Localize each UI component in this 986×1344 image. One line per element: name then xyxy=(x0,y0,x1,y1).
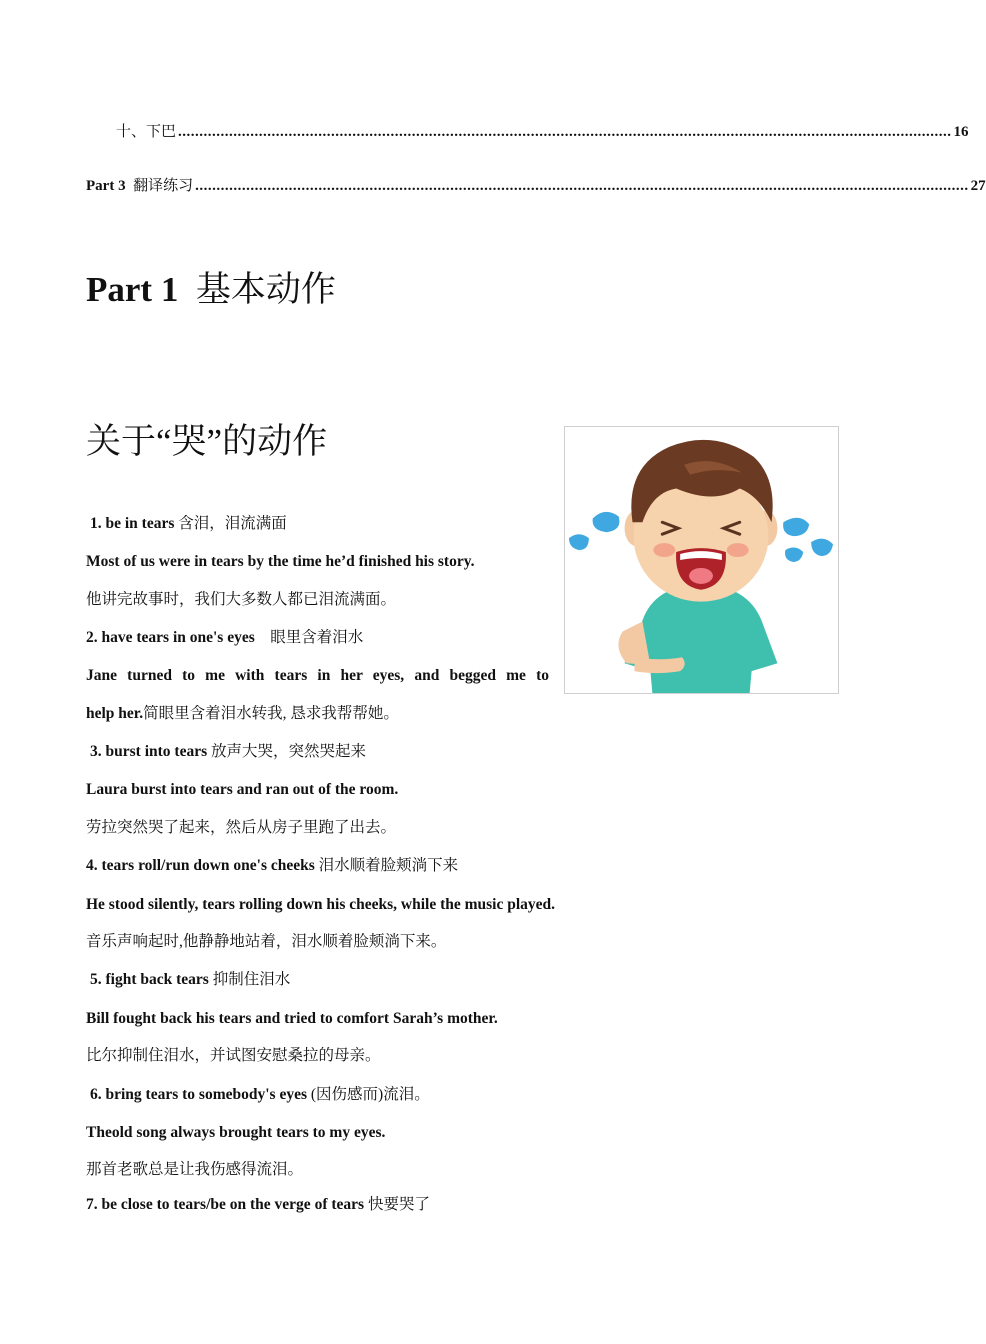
section-title: 关于“哭”的动作 xyxy=(86,422,328,461)
item-heading: 7. be close to tears/be on the verge of tears 快要哭了 xyxy=(86,1196,430,1213)
example-en: He stood silently, tears rolling down his cheeks, while the music played. xyxy=(86,896,556,913)
toc-entry-label: 十、下巴 xyxy=(116,124,177,140)
crying-boy-illustration xyxy=(564,426,839,694)
example-cn: 劳拉突然哭了起来，然后从房子里跑了出去。 xyxy=(86,819,397,836)
item-heading: 3. burst into tears 放声大哭，突然哭起来 xyxy=(90,743,366,760)
example-en: Laura burst into tears and ran out of the room. xyxy=(86,781,399,798)
example-cn: 那首老歌总是让我伤感得流泪。 xyxy=(86,1161,304,1178)
part-title: Part 1 基本动作 xyxy=(86,270,336,309)
toc-entry-label: Part 3 翻译练习 xyxy=(86,178,194,194)
example-cn: 比尔抑制住泪水，并试图安慰桑拉的母亲。 xyxy=(86,1047,381,1064)
item-heading: 4. tears roll/run down one's cheeks 泪水顺着脸颊淌下来 xyxy=(86,857,459,874)
toc-entry-page: 16 xyxy=(953,124,969,140)
example-en: Bill fought back his tears and tried to comfort Sarah’s mother. xyxy=(86,1010,498,1027)
item-heading: 5. fight back tears 抑制住泪水 xyxy=(90,971,291,988)
crying-boy-icon xyxy=(565,427,838,693)
example-cn: 音乐声响起时,他静静地站着，泪水顺着脸颊淌下来。 xyxy=(86,933,447,950)
example-en: Jane turned to me with tears in her eyes, and begged me to xyxy=(86,667,549,684)
toc-entry-chin[interactable]: 十、下巴 ...................................................................................................................................................................................... 16 xyxy=(116,124,969,140)
item-heading: 2. have tears in one's eyes 眼里含着泪水 xyxy=(86,629,364,646)
example-en-cn: help her.简眼里含着泪水转我, 恳求我帮帮她。 xyxy=(86,705,399,722)
item-heading: 1. be in tears 含泪，泪流满面 xyxy=(90,515,287,532)
toc-entry-page: 27 xyxy=(970,178,986,194)
item-heading: 6. bring tears to somebody's eyes (因伤感而)流泪。 xyxy=(90,1086,430,1103)
example-en: Theold song always brought tears to my eyes. xyxy=(86,1124,386,1141)
example-cn: 他讲完故事时，我们大多数人都已泪流满面。 xyxy=(86,591,397,608)
example-en: Most of us were in tears by the time he’d finished his story. xyxy=(86,553,475,570)
toc-entry-part3[interactable]: Part 3 翻译练习 ...................................................................................................................................................................................... 27 xyxy=(86,178,986,194)
